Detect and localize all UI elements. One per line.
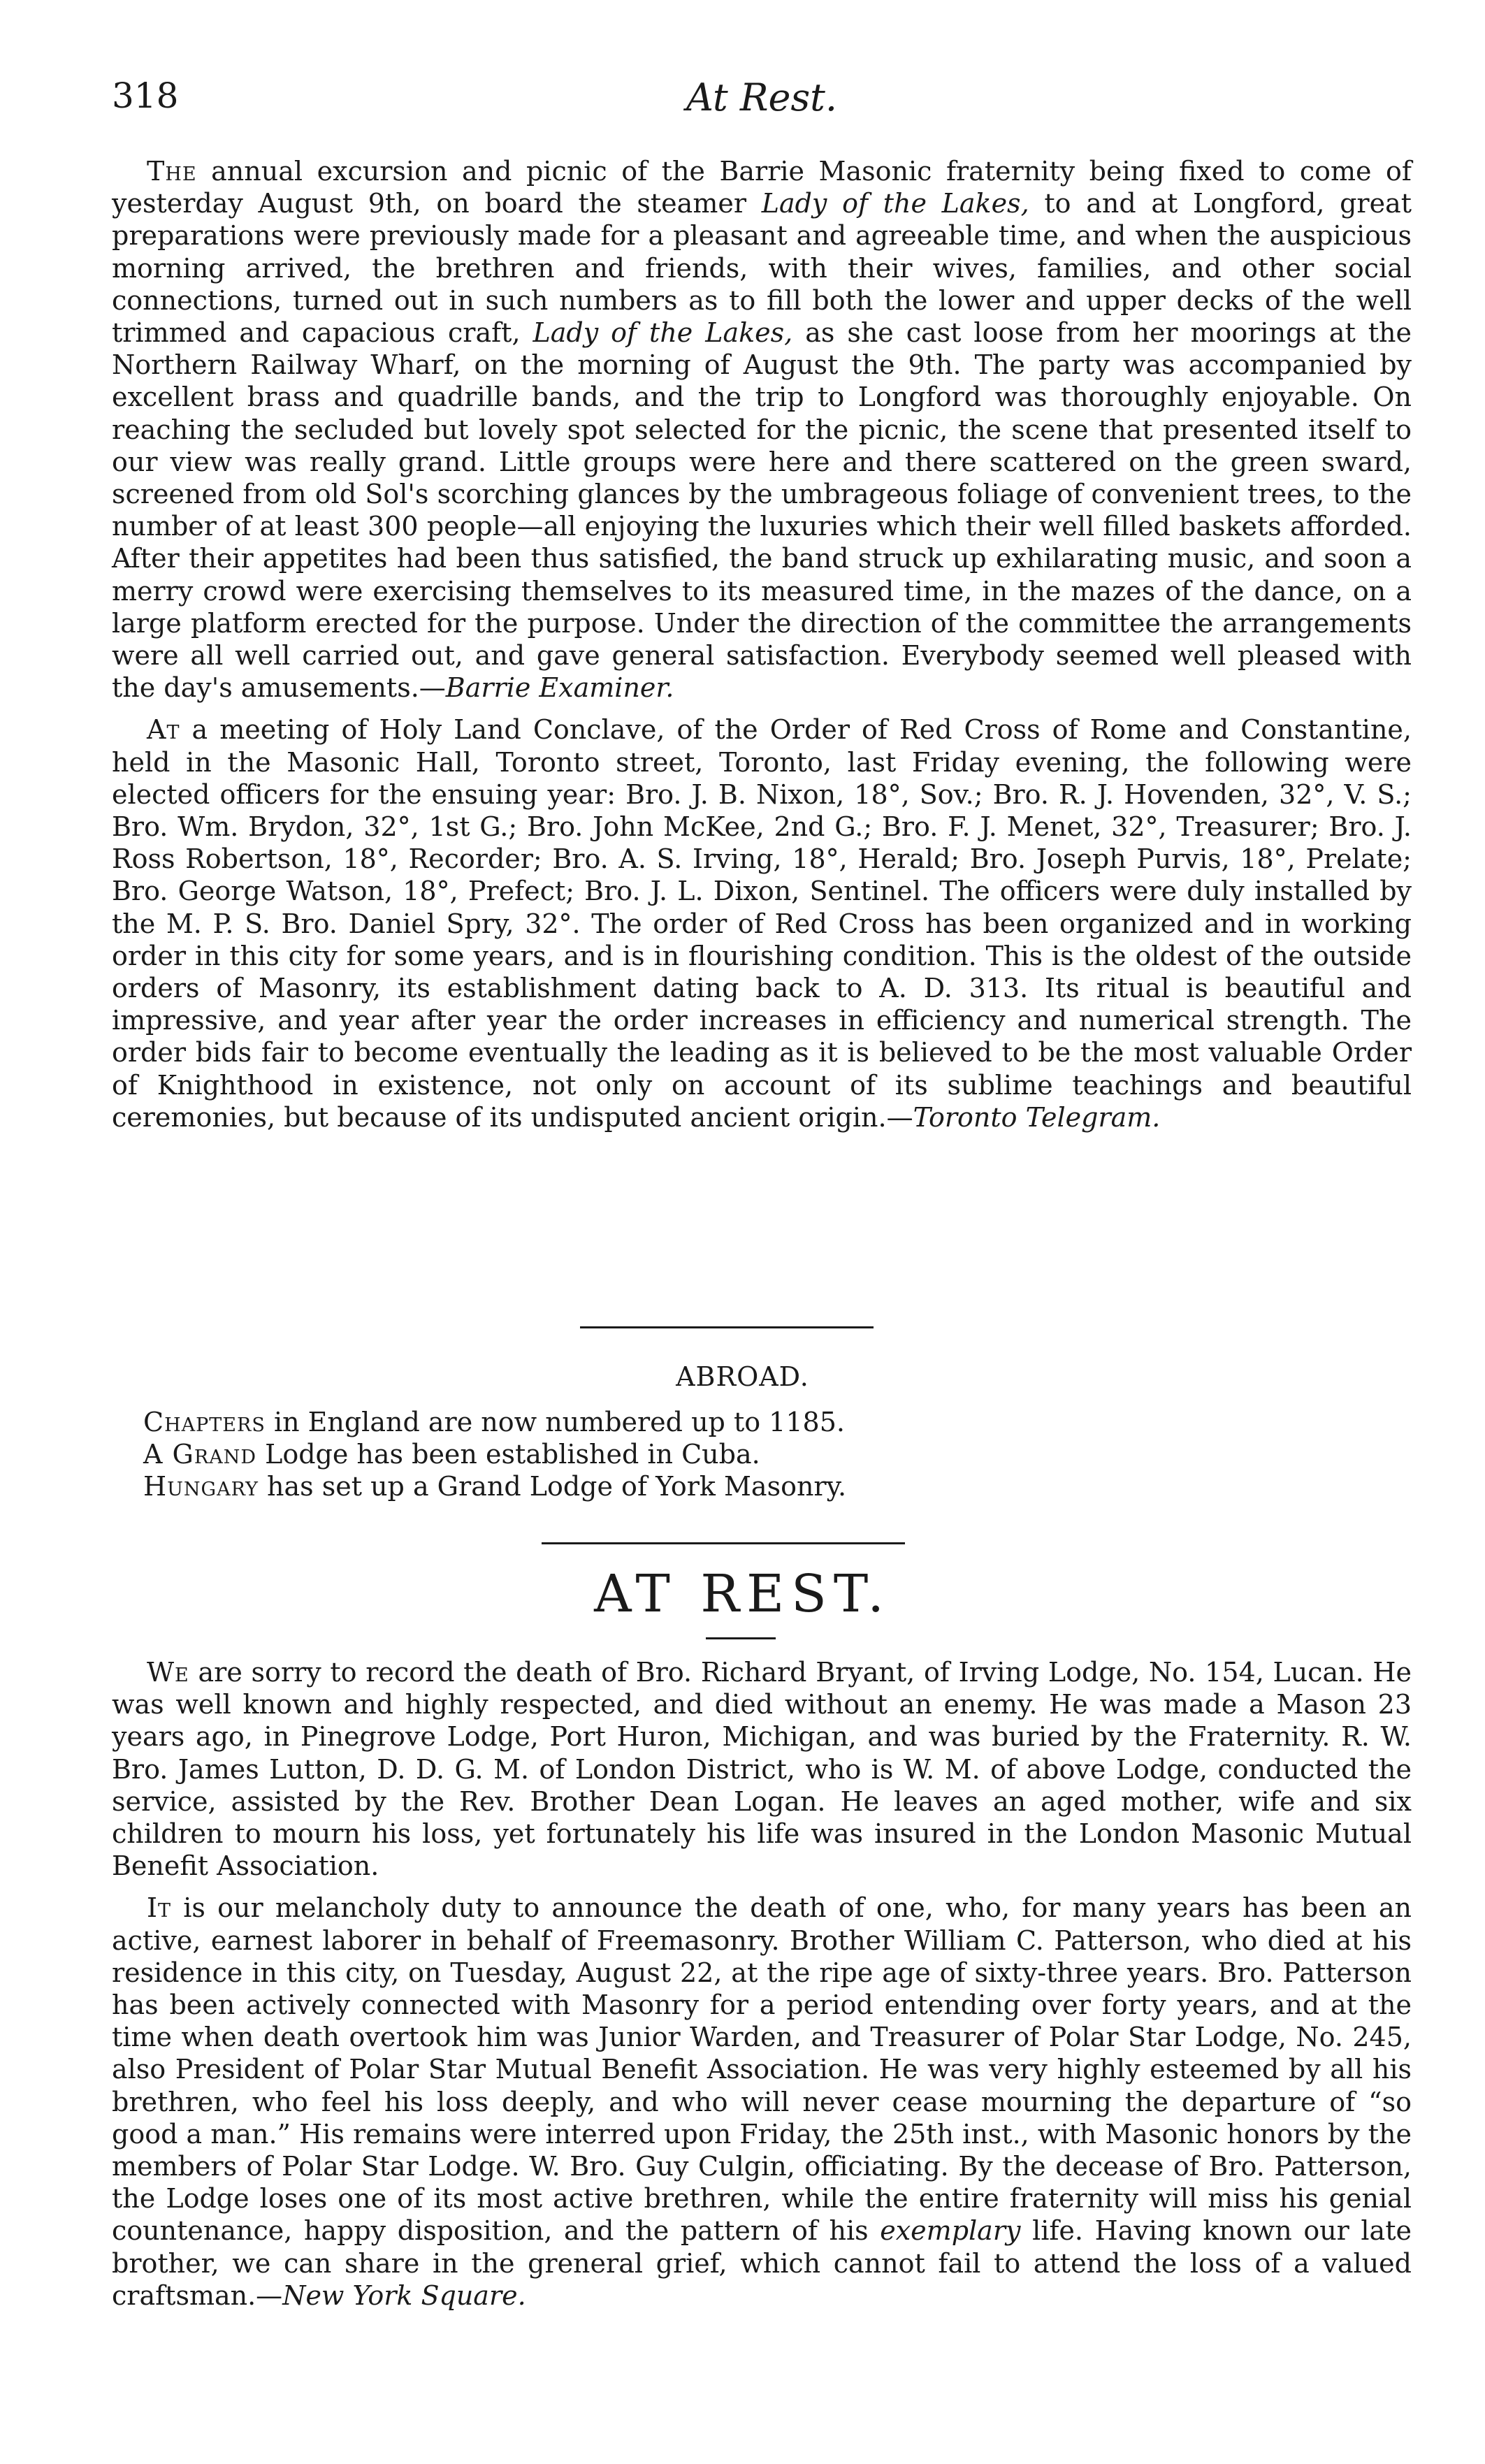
page-number: 318 bbox=[112, 75, 179, 116]
patterson-obituary bbox=[112, 1892, 1412, 2312]
patterson-text-1: is our melancholy duty to announce the death of one, who, for many years has been an active, earnest laborer in behalf of Freemasonry. Brother William C. Patterson, who died at his residence in this city, on Tuesday, August 22, at the ripe age of sixty-three years. Bro. Patterson has been actively connected with Masonry for a period entending over forty years, and at the time when death overtook him was Junior Warden, and Treasurer of Polar Star Lodge, No. 245, also President of Polar Star Mutual Benefit Association. He was very highly esteemed by all his brethren, who feel his loss deeply, and who will never cease mourning the departure of “so good a man.” His remains were interred upon Friday, the 25th inst., with Masonic honors by the members of Polar Star Lodge. W. Bro. Guy Culgin, officiating. By the decease of Bro. Patterson, the Lodge loses one of its most active brethren, while the entire fraternity will miss his genial countenance, happy disposition, and the pattern of his bbox=[112, 1892, 1412, 2247]
abroad-item bbox=[143, 1438, 1331, 1470]
section-divider-rule-2 bbox=[542, 1542, 905, 1544]
patterson-text-2: life. Having known our late brother, we can share in the greneral grief, which cannot fail to attend the loss of a valued craftsman.— bbox=[112, 2215, 1412, 2311]
obituaries-section bbox=[112, 1656, 1412, 2312]
excursion-paragraph bbox=[112, 155, 1412, 704]
conclave-text: a meeting of Holy Land Conclave, of the Order of Red Cross of Rome and Constantine, held in the Masonic Hall, Toronto street, Toronto, last Friday evening, the following were elected officers for the ensuing year: Bro. J. B. Nixon, 18°, Sov.; Bro. R. J. Hovenden, 32°, V. S.; Bro. Wm. Brydon, 32°, 1st G.; Bro. John McKee, 2nd G.; Bro. F. J. Menet, 32°, Treasurer; Bro. J. Ross Robertson, 18°, Recorder; Bro. A. S. Irving, 18°, Herald; Bro. Joseph Purvis, 18°, Prelate; Bro. George Watson, 18°, Prefect; Bro. J. L. Dixon, Sentinel. The officers were duly installed by the M. P. S. Bro. Daniel Spry, 32°. The order of Red Cross has been organized and in working order in this city for some years, and is in flourishing condition. This is the oldest of the outside orders of Masonry, its establishment dating back to A. D. 313. Its ritual is beautiful and impressive, and year after year the order increases in efficiency and numerical strength. The order bids fair to become eventually the leading as it is believed to be the most valuable Order of Knighthood in existence, not only on account of its sublime teachings and beautiful ceremonies, but because of its undisputed ancient origin.— bbox=[112, 714, 1412, 1133]
patterson-source: New York Square. bbox=[282, 2280, 526, 2311]
abroad-item bbox=[143, 1406, 1331, 1438]
excursion-source: Barrie Examiner. bbox=[445, 672, 674, 704]
patterson-emphasis: exemplary bbox=[880, 2215, 1021, 2247]
page-header bbox=[112, 75, 1412, 138]
excursion-lead-word: The bbox=[147, 156, 197, 187]
excursion-text-2: to and at Longford, great preparations were previously made for a pleasant and agreeable time, and when the auspicious morning arrived, the brethren and friends, with their wives, families, and other social connections, turned out in such numbers as to fill both the lower and upper decks of the well trimmed and capacious craft, bbox=[112, 188, 1412, 349]
conclave-paragraph bbox=[112, 713, 1412, 1133]
bryant-lead-word: We bbox=[147, 1657, 189, 1688]
abroad-item-lead: Hungary bbox=[143, 1471, 259, 1502]
abroad-item-lead: Chapters bbox=[143, 1407, 266, 1437]
excursion-text-3: as she cast loose from her moorings at the Northern Railway Wharf, on the morning of August the 9th. The party was accompanied by excellent brass and quadrille bands, and the trip to Longford was thoroughly enjoyable. On reaching the secluded but lovely spot selected for the picnic, the scene that presented itself to our view was really grand. Little groups were here and there scattered on the green sward, screened from old Sol's scorching glances by the umbrageous foliage of convenient trees, to the number of at least 300 people—all enjoying the luxuries which their well filled baskets afforded. After their appetites had been thus satisfied, the band struck up exhilarating music, and soon a merry crowd were exercising themselves to its measured time, in the mazes of the dance, on a large platform erected for the purpose. Under the direction of the committee the arrangements were all well carried out, and gave general satisfaction. Everybody seemed well pleased with the day's amusements.— bbox=[112, 317, 1412, 704]
abroad-item-text: in England are now numbered up to 1185. bbox=[273, 1407, 845, 1437]
excursion-text-1: annual excursion and picnic of the Barrie Masonic fraternity being fixed to come of yesterday August 9th, on board the steamer bbox=[112, 156, 1412, 219]
patterson-lead-word: It bbox=[147, 1892, 172, 1924]
bryant-obituary bbox=[112, 1656, 1412, 1882]
excursion-article bbox=[112, 155, 1412, 1133]
abroad-item-lead: A Grand bbox=[143, 1439, 256, 1470]
abroad-heading: ABROAD. bbox=[676, 1361, 809, 1392]
abroad-item bbox=[143, 1470, 1331, 1502]
conclave-source: Toronto Telegram. bbox=[913, 1101, 1161, 1133]
bryant-text: are sorry to record the death of Bro. Richard Bryant, of Irving Lodge, No. 154, Lucan. He was well known and highly respected, and died without an enemy. He was made a Mason 23 years ago, in Pinegrove Lodge, Port Huron, Michigan, and was buried by the Fraternity. R. W. Bro. James Lutton, D. D. G. M. of London District, who is W. M. of above Lodge, conducted the service, assisted by the Rev. Brother Dean Logan. He leaves an aged mother, wife and six children to mourn his loss, yet fortunately his life was insured in the London Masonic Mutual Benefit Association. bbox=[112, 1657, 1412, 1882]
at-rest-title: AT REST. bbox=[594, 1564, 891, 1624]
running-head: At Rest. bbox=[686, 75, 838, 119]
ship-name-2: Lady of the Lakes, bbox=[533, 317, 793, 349]
abroad-item-text: has set up a Grand Lodge of York Masonry. bbox=[267, 1471, 847, 1502]
abroad-item-text: Lodge has been established in Cuba. bbox=[265, 1439, 760, 1470]
ship-name-1: Lady of the Lakes, bbox=[761, 188, 1029, 219]
section-divider-rule bbox=[580, 1326, 874, 1328]
conclave-lead-word: At bbox=[147, 714, 180, 746]
title-underline-rule bbox=[706, 1637, 776, 1639]
abroad-news-list bbox=[143, 1406, 1331, 1502]
